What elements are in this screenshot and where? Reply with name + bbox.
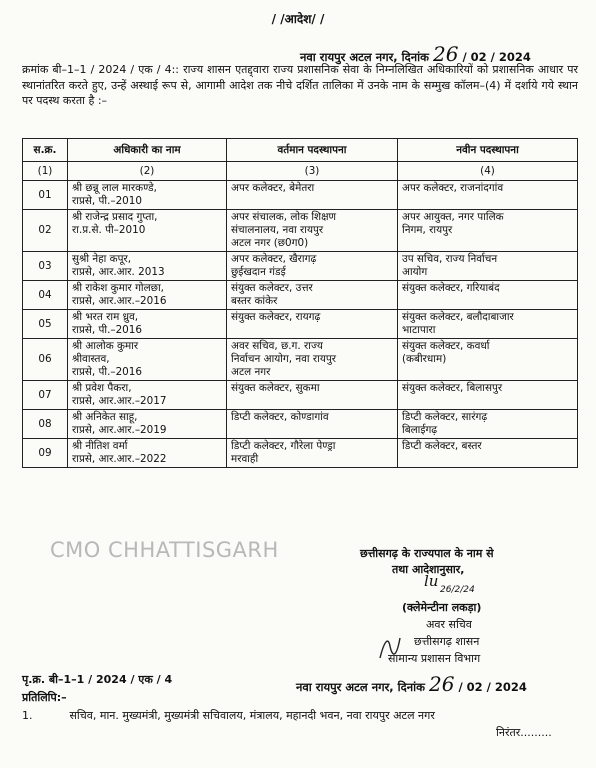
copy-item-number: 1. [22, 709, 33, 722]
signatory-department: सामान्य प्रशासन विभाग [388, 652, 481, 665]
cell-sno: 04 [23, 281, 68, 310]
cell-new-posting: डिप्टी कलेक्टर, सारंगढ़ बिलाईगढ़ [398, 410, 578, 439]
order-title: / /आदेश/ / [271, 12, 325, 26]
cell-officer-name: सुश्री नेहा कपूर, राप्रसे, आर.आर. 2013 [68, 252, 227, 281]
cell-officer-name: श्री नीतिश वर्मा राप्रसे, आर.आर.–2022 [68, 439, 227, 468]
cell-current-posting: डिप्टी कलेक्टर, गौरेला पेण्ड्रा मरवाही [227, 439, 398, 468]
col-number-1: (1) [23, 162, 68, 181]
continued-label: निरंतर......... [496, 726, 552, 739]
signatory-government: छत्तीसगढ़ शासन [414, 635, 480, 648]
header-new-posting: नवीन पदस्थापना [398, 139, 578, 162]
cell-new-posting: संयुक्त कलेक्टर, कवर्धा (कबीरधाम) [398, 339, 578, 381]
cell-current-posting: संयुक्त कलेक्टर, रायगढ़ [227, 310, 398, 339]
cell-officer-name: श्री छन्नू लाल मारकण्डे, राप्रसे, पी.–2010 [68, 181, 227, 210]
table-row [23, 410, 578, 439]
header-officer-name: अधिकारी का नाम [68, 139, 227, 162]
col-number-4: (4) [398, 162, 578, 181]
cell-officer-name: श्री राकेश कुमार गोलछा, राप्रसे, आर.आर.–2016 [68, 281, 227, 310]
governor-order-line: छत्तीसगढ़ के राज्यपाल के नाम से [360, 547, 494, 560]
signature-hand-date: 26/2/24 [440, 585, 475, 595]
second-signature-mark [376, 632, 404, 667]
cell-new-posting: संयुक्त कलेक्टर, बिलासपुर [398, 381, 578, 410]
cell-new-posting: उप सचिव, राज्य निर्वाचन आयोग [398, 252, 578, 281]
cell-officer-name: श्री भरत राम ध्रुव, राप्रसे, पी.–2016 [68, 310, 227, 339]
cell-new-posting: संयुक्त कलेक्टर, गरियाबंद [398, 281, 578, 310]
signature-initials: lu [424, 572, 439, 590]
cell-officer-name: श्री राजेन्द्र प्रसाद गुप्ता, रा.प्र.से. पी–2010 [68, 210, 227, 252]
cell-new-posting: अपर कलेक्टर, राजनांदगांव [398, 181, 578, 210]
order-paragraph: क्रमांक बी–1–1 / 2024 / एक / 4:: राज्य शासन एतद्द्वारा राज्य प्रशासनिक सेवा के निम्नलिखित अधिकारियों को प्रशासनिक आधार पर स्थानांतरित करते हुए, उन्हें अस्थाई रूप से, आगामी आदेश तक नीचे दर्शित तालिका में उनके नाम के सम्मुख कॉलम–(4) में दर्शाये गये स्थान पर पदस्थ करता है :– [22, 63, 578, 107]
signatory-designation: अवर सचिव [426, 618, 472, 631]
handwritten-date-day: 26 [432, 42, 459, 66]
table-header-row [23, 139, 578, 162]
date-rest: / 02 / 2024 [462, 50, 531, 64]
signature-scribble-icon [376, 632, 404, 662]
cell-current-posting: अवर सचिव, छ.ग. राज्य निर्वाचन आयोग, नवा रायपुर अटल नगर [227, 339, 398, 381]
endorsement-hand-date-day: 26 [428, 672, 455, 696]
header-sno: स.क्र. [23, 139, 68, 162]
cell-sno: 02 [23, 210, 68, 252]
table-row [23, 210, 578, 252]
by-order-line: तथा आदेशानुसार, [392, 563, 465, 576]
header-current-posting: वर्तमान पदस्थापना [227, 139, 398, 162]
transfer-table [22, 138, 578, 468]
col-number-2: (2) [68, 162, 227, 181]
cell-sno: 01 [23, 181, 68, 210]
table-row [23, 181, 578, 210]
copy-item [22, 708, 435, 723]
cell-sno: 09 [23, 439, 68, 468]
cell-sno: 05 [23, 310, 68, 339]
endorsement-place-prefix: नवा रायपुर अटल नगर, दिनांक [296, 680, 425, 694]
column-number-row [23, 162, 578, 181]
cell-current-posting: संयुक्त कलेक्टर, उत्तर बस्तर कांकेर [227, 281, 398, 310]
table-row [23, 381, 578, 410]
table-row [23, 339, 578, 381]
endorsement-ref-no: पृ.क्र. बी–1–1 / 2024 / एक / 4 [22, 673, 173, 686]
cell-new-posting: संयुक्त कलेक्टर, बलौदाबाजार भाटापारा [398, 310, 578, 339]
cell-current-posting: अपर कलेक्टर, बेमेतरा [227, 181, 398, 210]
cell-current-posting: अपर कलेक्टर, खैरागढ़ छुईखदान गंडई [227, 252, 398, 281]
cell-sno: 06 [23, 339, 68, 381]
endorsement-place-date [296, 672, 527, 696]
cell-new-posting: अपर आयुक्त, नगर पालिक निगम, रायपुर [398, 210, 578, 252]
copy-to-label: प्रतिलिपि:– [22, 691, 67, 704]
cell-sno: 08 [23, 410, 68, 439]
copy-item-text: सचिव, मान. मुख्यमंत्री, मुख्यमंत्री सचिवालय, मंत्रालय, महानदी भवन, नवा रायपुर अटल नगर [69, 709, 435, 722]
cell-current-posting: संयुक्त कलेक्टर, सुकमा [227, 381, 398, 410]
cell-new-posting: डिप्टी कलेक्टर, बस्तर [398, 439, 578, 468]
signatory-name: (क्लेमेन्टीना लकड़ा) [402, 601, 482, 614]
cell-officer-name: श्री आलोक कुमार श्रीवास्तव, राप्रसे, पी.–2016 [68, 339, 227, 381]
table-row [23, 439, 578, 468]
cell-sno: 07 [23, 381, 68, 410]
place-date-prefix: नवा रायपुर अटल नगर, दिनांक [300, 50, 429, 64]
cell-current-posting: डिप्टी कलेक्टर, कोण्डागांव [227, 410, 398, 439]
watermark: CMO CHHATTISGARH [50, 538, 279, 562]
table-row [23, 310, 578, 339]
endorsement-date-rest: / 02 / 2024 [458, 680, 527, 694]
cell-officer-name: श्री प्रवेश पैकरा, राप्रसे, आर.आर.–2017 [68, 381, 227, 410]
col-number-3: (3) [227, 162, 398, 181]
cell-sno: 03 [23, 252, 68, 281]
cell-current-posting: अपर संचालक, लोक शिक्षण संचालनालय, नवा रायपुर अटल नगर (छ0ग0) [227, 210, 398, 252]
table-row [23, 281, 578, 310]
table-row [23, 252, 578, 281]
cell-officer-name: श्री अनिकेत साहू, राप्रसे, आर.आर.–2019 [68, 410, 227, 439]
